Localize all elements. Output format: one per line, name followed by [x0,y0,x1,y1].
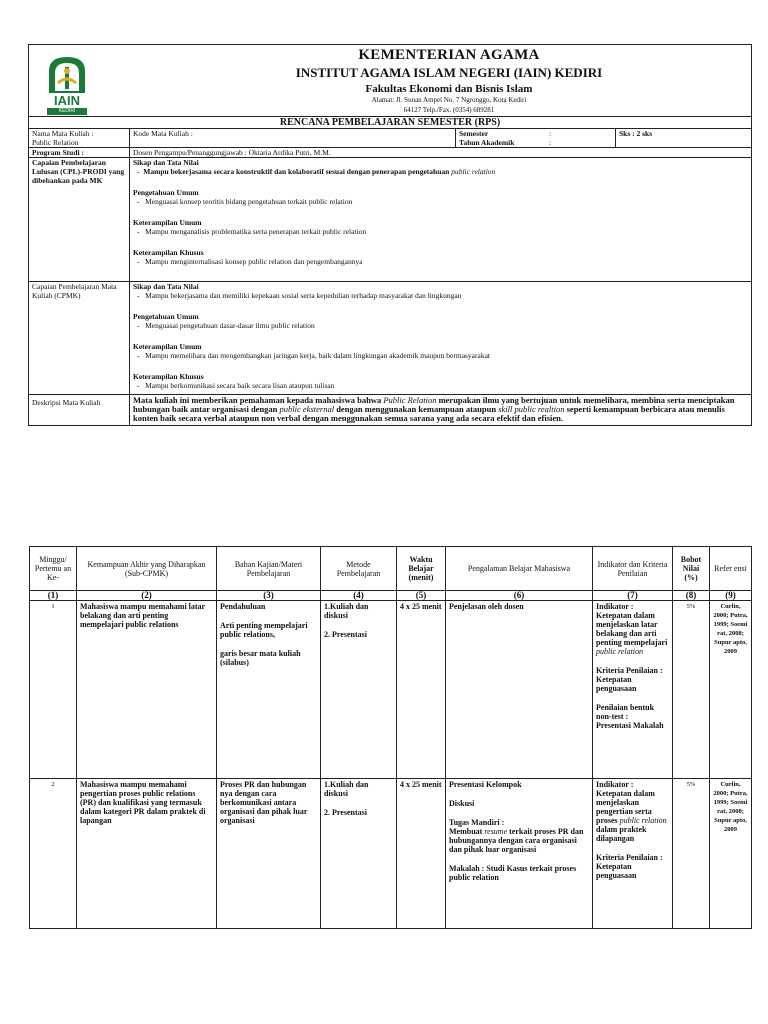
cpl-pengetahuan-item: - Menguasai konsep teoritis bidang pengetahuan terkait public relation [137,197,353,206]
deskripsi-label: Deskripsi Mata Kuliah [29,395,130,426]
faculty-title: Fakultas Ekonomi dan Bisnis Islam [365,83,533,95]
waktu-text: 4 x 25 menit [397,779,446,929]
header-week: Minggu/ Pertemu an Ke- [30,547,77,591]
year-label: Tahun Akademik [459,138,515,147]
cpl-ketkhusus-title: Keterampilan Khusus [133,248,204,257]
col-number: (3) [217,591,321,601]
cpmk-ketkhusus-item: - Mampu berkomunikasi secara baik secara lisan ataupun tulisan [137,381,335,390]
week-number: 2 [30,779,77,929]
header-kemampuan: Kemampuan Akhir yang Diharapkan (Sub-CPMK) [77,547,217,591]
course-name-label: Nama Mata Kuliah : [32,129,94,138]
kemampuan-text: Mahasiswa mampu memahami pengertian proses public relations (PR) dan kualifikasi yang termasuk dalam kategori PR dalam praktek di lapangan [77,779,217,929]
referensi-text: Curlin, 2000; Putra, 1999; Soemi rat, 2008; Supur apto, 2009 [710,601,752,779]
header-bobot: Bobot Nilai (%) [673,547,710,591]
cpmk-pengetahuan-title: Pengetahuan Umum [133,312,199,321]
cpmk-sikap-title: Sikap dan Tata Nilai [133,282,199,291]
waktu-text: 4 x 25 menit [397,601,446,779]
cpl-sikap-item: - Mampu bekerjasama secara konstruktif dan kolaboratif sesuai dengan penerapan pengetahuan public relation [137,167,496,176]
bobot-text: 5% [673,601,710,779]
institute-title: INSTITUT AGAMA ISLAM NEGERI (IAIN) KEDIRI [295,65,603,80]
week-number: 1 [30,601,77,779]
logo-text: IAIN [54,93,80,108]
metode-cell: 1.Kuliah dan diskusi 2. Presentasi [321,779,397,929]
weekly-plan-table [29,546,752,929]
cpl-ketumum-item: - Mampu menganalisis problematika serta penerapan terkait public relation [137,227,367,236]
phone-text: 64127 Telp./Fax. (0354) 689281 [403,106,495,114]
rps-title: RENCANA PEMBELAJARAN SEMESTER (RPS) [29,117,752,129]
prodi-label: Program Studi : [29,148,130,158]
col-number: (6) [446,591,593,601]
semester-cell [456,129,616,148]
bobot-text: 5% [673,779,710,929]
course-code-label: Kode Mata Kuliah : [130,129,456,148]
course-name-value: Public Relation [32,138,79,147]
header-indikator: Indikator dan Kriteria Penilaian [593,547,673,591]
bahan-cell: Pendahuluan Arti penting mempelajari public relations, garis besar mata kuliah (silabus) [217,601,321,779]
cpl-pengetahuan-title: Pengetahuan Umum [133,188,199,197]
indikator-cell: Indikator : Ketepatan dalam menjelaskan pengertian serta proses public relation dalam praktek dilapangan Kriteria Penilaian : Ketepatan penguasaan [593,779,673,929]
year-colon: : [549,138,552,147]
course-name-cell [29,129,130,148]
col-number: (5) [397,591,446,601]
table-row [30,601,752,779]
cpmk-content [130,282,752,395]
cpmk-ketumum-title: Keterampilan Umum [133,342,202,351]
cpmk-pengetahuan-item: - Menguasai pengetahuan dasar-dasar ilmu public relation [137,321,315,330]
pengalaman-text: Penjelasan oleh dosen [446,601,593,779]
header-pengalaman: Pengalaman Belajar Mahasiswa [446,547,593,591]
cpl-content [130,158,752,282]
table-row [30,779,752,929]
bahan-text: Proses PR dan hubungan nya dengan cara berkomunikasi antara organisasi dan pihak luar organisasi [217,779,321,929]
metode-cell: 1.Kuliah dan diskusi 2. Presentasi [321,601,397,779]
semester-colon: : [549,129,552,138]
cpl-ketkhusus-item: - Mampu menginternalisasi konsep public relation dan pengembangannya [137,257,363,266]
address-text: Alamat: Jl. Sunan Ampel No. 7 Ngronggo, Kota Kediri [371,96,527,104]
pengalaman-cell: Presentasi Kelompok Diskusi Tugas Mandiri : Membuat resume terkait proses PR dan hubungannya dengan cara organisasi dan pihak luar organisasi Makalah : Studi Kasus terkait proses public relation [446,779,593,929]
iain-logo [45,53,89,115]
cpl-sikap-title: Sikap dan Tata Nilai [133,158,199,167]
deskripsi-text: Mata kuliah ini memberikan pemahaman kepada mahasiswa bahwa Public Relation merupakan ilmu yang bertujuan untuk memelihara, membina serta menciptakan hubungan baik antar organisasi dengan public eksternal dengan menggunakan kemampuan ataupun skill public realtion seperti kemampuan berbicara atau menulis konten baik secara verbal ataupun non verbal dengan menggunakan semua sarana yang ada secara efektif dan efisien. [130,395,752,426]
col-number: (7) [593,591,673,601]
col-number: (9) [710,591,752,601]
ministry-title: KEMENTERIAN AGAMA [358,47,540,63]
logo-subtext: KEDIRI [47,108,87,115]
dosen-text: Dosen Pengampu/Penanggungjawab : Oktaria Ardika Putri, M.M. [130,148,752,158]
letterhead [28,44,752,125]
sks-cell: Sks : 2 sks [616,129,752,148]
header-bahan: Bahan Kajian/Materi Pembelajaran [217,547,321,591]
cpmk-ketkhusus-title: Keterampilan Khusus [133,372,204,381]
cpmk-label: Capaian Pembelajaran Mata Kuliah (CPMK) [29,282,130,395]
col-number: (2) [77,591,217,601]
col-number: (8) [673,591,710,601]
header-waktu: Waktu Belajar (menit) [397,547,446,591]
semester-label: Semester [459,129,489,138]
referensi-text: Curlin, 2000; Putra, 1999; Soemi rat, 2008; Supur apto, 2009 [710,779,752,929]
cpl-label: Capaian Pembelajaran Lulusan (CPL)-PRODI yang dibebankan pada MK [29,158,130,282]
cpl-ketumum-title: Keterampilan Umum [133,218,202,227]
col-number: (1) [30,591,77,601]
cpmk-sikap-item: - Mampu bekerjasama dan memiliki kepekaan sosial serta kepedulian terhadap masyarakat dan lingkungan [137,291,462,300]
header-metode: Metode Pembelajaran [321,547,397,591]
col-number: (4) [321,591,397,601]
cpmk-ketumum-item: - Mampu memelihara dan mengembangkan jaringan kerja, baik dalam lingkungan akademik maupun bermasyarakat [137,351,491,360]
rps-info-table [28,116,752,426]
kemampuan-text: Mahasiswa mampu memahami latar belakang dan arti penting mempelajari public relations [77,601,217,779]
header-referensi: Refer ensi [710,547,752,591]
indikator-cell: Indikator : Ketepatan dalam menjelaskan latar belakang dan arti penting mempelajari public relation Kriteria Penilaian : Ketepatan penguasaan Penilaian bentuk non-test : Presentasi Makalah [593,601,673,779]
